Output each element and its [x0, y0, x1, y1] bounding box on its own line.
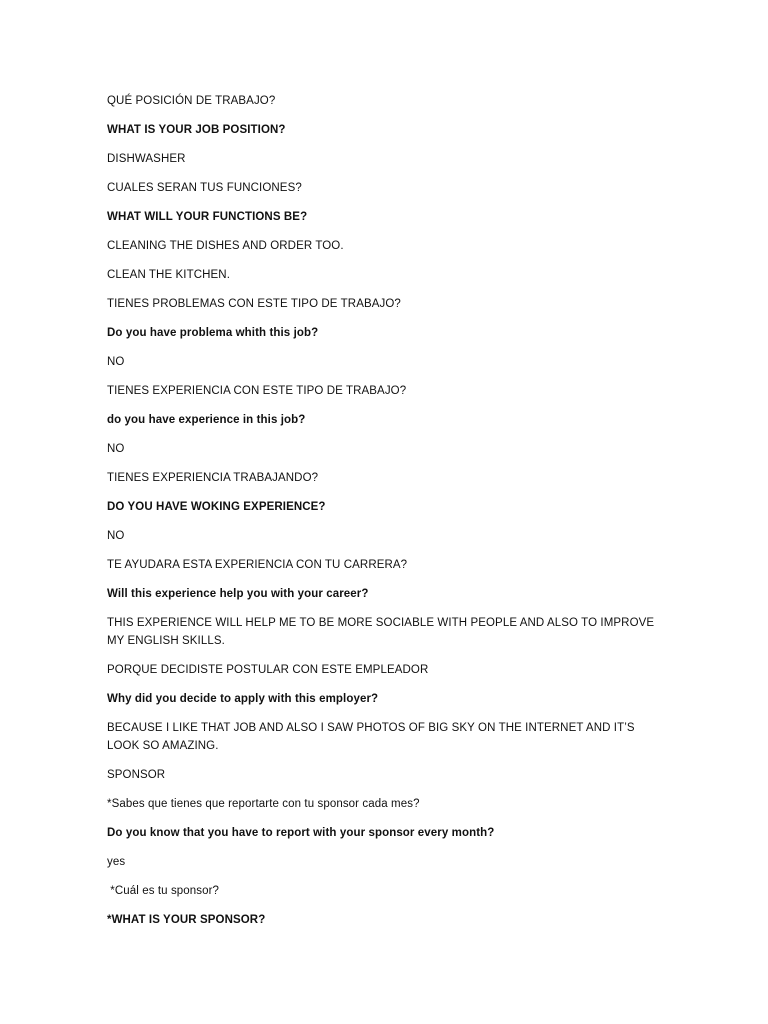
text-line: WHAT WILL YOUR FUNCTIONS BE? [107, 211, 308, 223]
text-line: DO YOU HAVE WOKING EXPERIENCE? [107, 501, 326, 513]
text-line: DISHWASHER [107, 153, 186, 165]
document-body [107, 92, 667, 940]
text-line: TIENES EXPERIENCIA CON ESTE TIPO DE TRABAJO? [107, 385, 407, 397]
text-line: yes [107, 856, 126, 868]
text-line: THIS EXPERIENCE WILL HELP ME TO BE MORE SOCIABLE WITH PEOPLE AND ALSO TO IMPROVE MY ENGLISH SKILLS. [107, 617, 658, 647]
text-line: do you have experience in this job? [107, 414, 306, 426]
text-line: SPONSOR [107, 769, 166, 781]
text-line: Will this experience help you with your career? [107, 588, 369, 600]
text-line: NO [107, 356, 125, 368]
text-line: Do you know that you have to report with your sponsor every month? [107, 827, 495, 839]
text-line: Do you have problema whith this job? [107, 327, 319, 339]
text-line: TIENES EXPERIENCIA TRABAJANDO? [107, 472, 319, 484]
text-line: CLEANING THE DISHES AND ORDER TOO. [107, 240, 344, 252]
text-line: WHAT IS YOUR JOB POSITION? [107, 124, 286, 136]
text-line: TE AYUDARA ESTA EXPERIENCIA CON TU CARRERA? [107, 559, 408, 571]
text-line: *Cuál es tu sponsor? [107, 885, 220, 897]
text-line: *WHAT IS YOUR SPONSOR? [107, 914, 266, 926]
text-line: QUÉ POSICIÓN DE TRABAJO? [107, 95, 276, 107]
text-line: TIENES PROBLEMAS CON ESTE TIPO DE TRABAJO? [107, 298, 401, 310]
text-line: PORQUE DECIDISTE POSTULAR CON ESTE EMPLEADOR [107, 664, 429, 676]
text-line: CLEAN THE KITCHEN. [107, 269, 230, 281]
text-line: BECAUSE I LIKE THAT JOB AND ALSO I SAW PHOTOS OF BIG SKY ON THE INTERNET AND IT’S LOOK SO AMAZING. [107, 722, 638, 752]
text-line: CUALES SERAN TUS FUNCIONES? [107, 182, 302, 194]
text-line: NO [107, 530, 125, 542]
text-line: Why did you decide to apply with this employer? [107, 693, 379, 705]
text-line: *Sabes que tienes que reportarte con tu sponsor cada mes? [107, 798, 420, 810]
text-line: NO [107, 443, 125, 455]
